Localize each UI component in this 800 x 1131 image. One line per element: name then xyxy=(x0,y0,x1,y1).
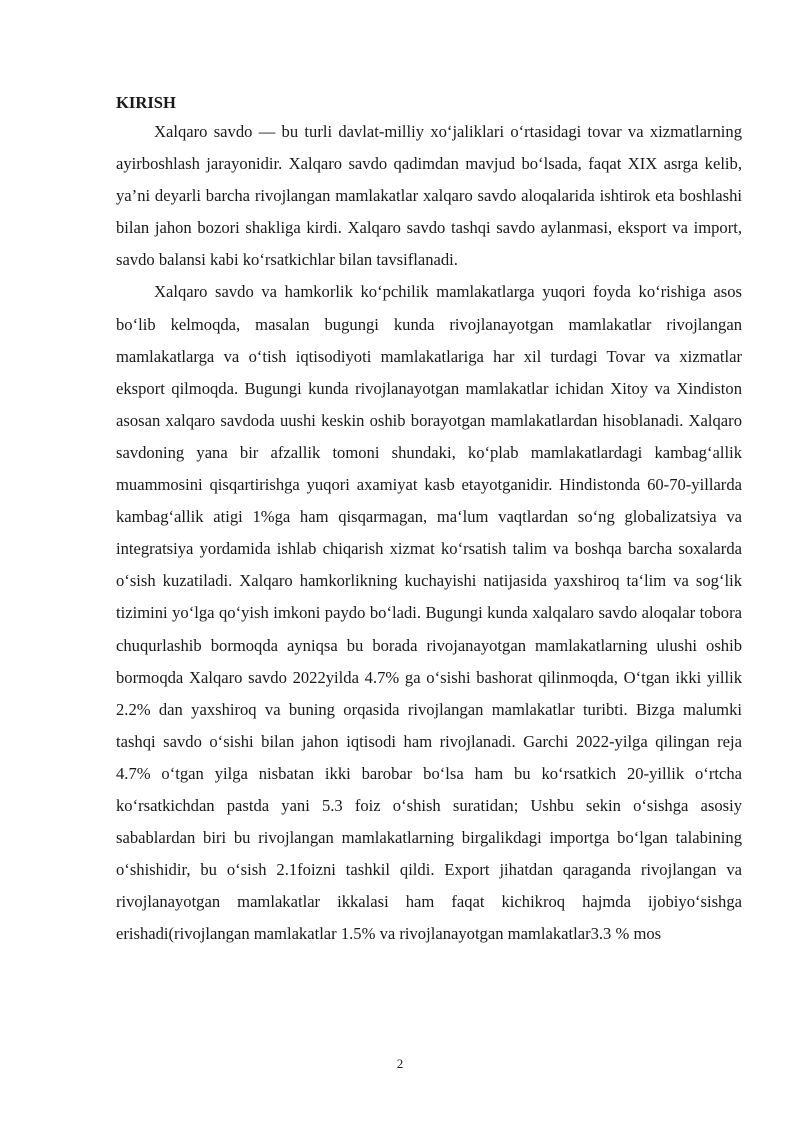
document-body xyxy=(116,90,742,950)
paragraph-1: Xalqaro savdo — bu turli davlat-milliy xo‘jaliklari o‘rtasidagi tovar va xizmatlarning ayirboshlash jarayonidir. Xalqaro savdo qadimdan mavjud bo‘lsada, faqat XIX asrga kelib, ya’ni deyarli barcha rivojlangan mamlakatlar xalqaro savdo aloqalarida ishtirok eta boshlashi bilan jahon bozori shakliga kirdi. Xalqaro savdo tashqi savdo aylanmasi, eksport va import, savdo balansi kabi ko‘rsatkichlar bilan tavsiflanadi. xyxy=(116,122,742,270)
page-number: 2 xyxy=(396,1056,404,1071)
paragraph-2: Xalqaro savdo va hamkorlik ko‘pchilik mamlakatlarga yuqori foyda ko‘rishiga asos bo‘lib kelmoqda, masalan bugungi kunda rivojlanayotgan mamlakatlar rivojlangan mamlakatlarga va o‘tish iqtisodiyoti mamlakatlariga har xil turdagi Tovar va xizmatlar eksport qilmoqda. Bugungi kunda rivojlanayotgan mamlakatlar ichidan Xitoy va Xindiston asosan xalqaro savdoda uushi keskin oshib borayotgan mamlakatlardan hisoblanadi. Xalqaro savdoning yana bir afzallik tomoni shundaki, ko‘plab mamlakatlardagi kambag‘allik muammosini qisqartirishga yuqori axamiyat kasb etayotganidir. Hindistonda 60-70-yillarda kambag‘allik atigi 1%ga ham qisqarmagan, ma‘lum vaqtlardan so‘ng globalizatsiya va integratsiya yordamida ishlab chiqarish xizmat ko‘rsatish talim va boshqa barcha soxalarda o‘sish kuzatiladi. Xalqaro hamkorlikning kuchayishi natijasida yaxshiroq ta‘lim va sog‘lik tizimini yo‘lga qo‘yish imkoni paydo bo‘ladi. Bugungi kunda xalqalaro savdo aloqalar tobora chuqurlashib bormoqda ayniqsa bu borada rivojanayotgan mamlakatlarning ulushi oshib bormoqda Xalqaro savdo 2022yilda 4.7% ga o‘sishi bashorat qilinmoqda, O‘tgan ikki yillik 2.2% dan yaxshiroq va buning orqasida rivojlangan mamlakatlar turibti. Bizga malumki tashqi savdo o‘sishi bilan jahon iqtisodi ham rivojlanadi. Garchi 2022-yilga qilingan reja 4.7% o‘tgan yilga nisbatan ikki barobar bo‘lsa ham bu ko‘rsatkich 20-yillik o‘rtcha ko‘rsatkichdan pastda yani 5.3 foiz o‘shish suratidan; Ushbu sekin o‘sishga asosiy sabablardan biri bu rivojlangan mamlakatlarning birgalikdagi importga bo‘lgan talabining o‘shishidir, bu o‘sish 2.1foizni tashkil qildi. Export jihatdan qaraganda rivojlangan va rivojlanayotgan mamlakatlar ikkalasi ham faqat kichikroq hajmda ijobiyo‘sishga erishadi(rivojlangan mamlakatlar 1.5% va rivojlanayotgan mamlakatlar3.3 % mos xyxy=(116,282,742,944)
section-heading: KIRISH xyxy=(116,93,176,112)
